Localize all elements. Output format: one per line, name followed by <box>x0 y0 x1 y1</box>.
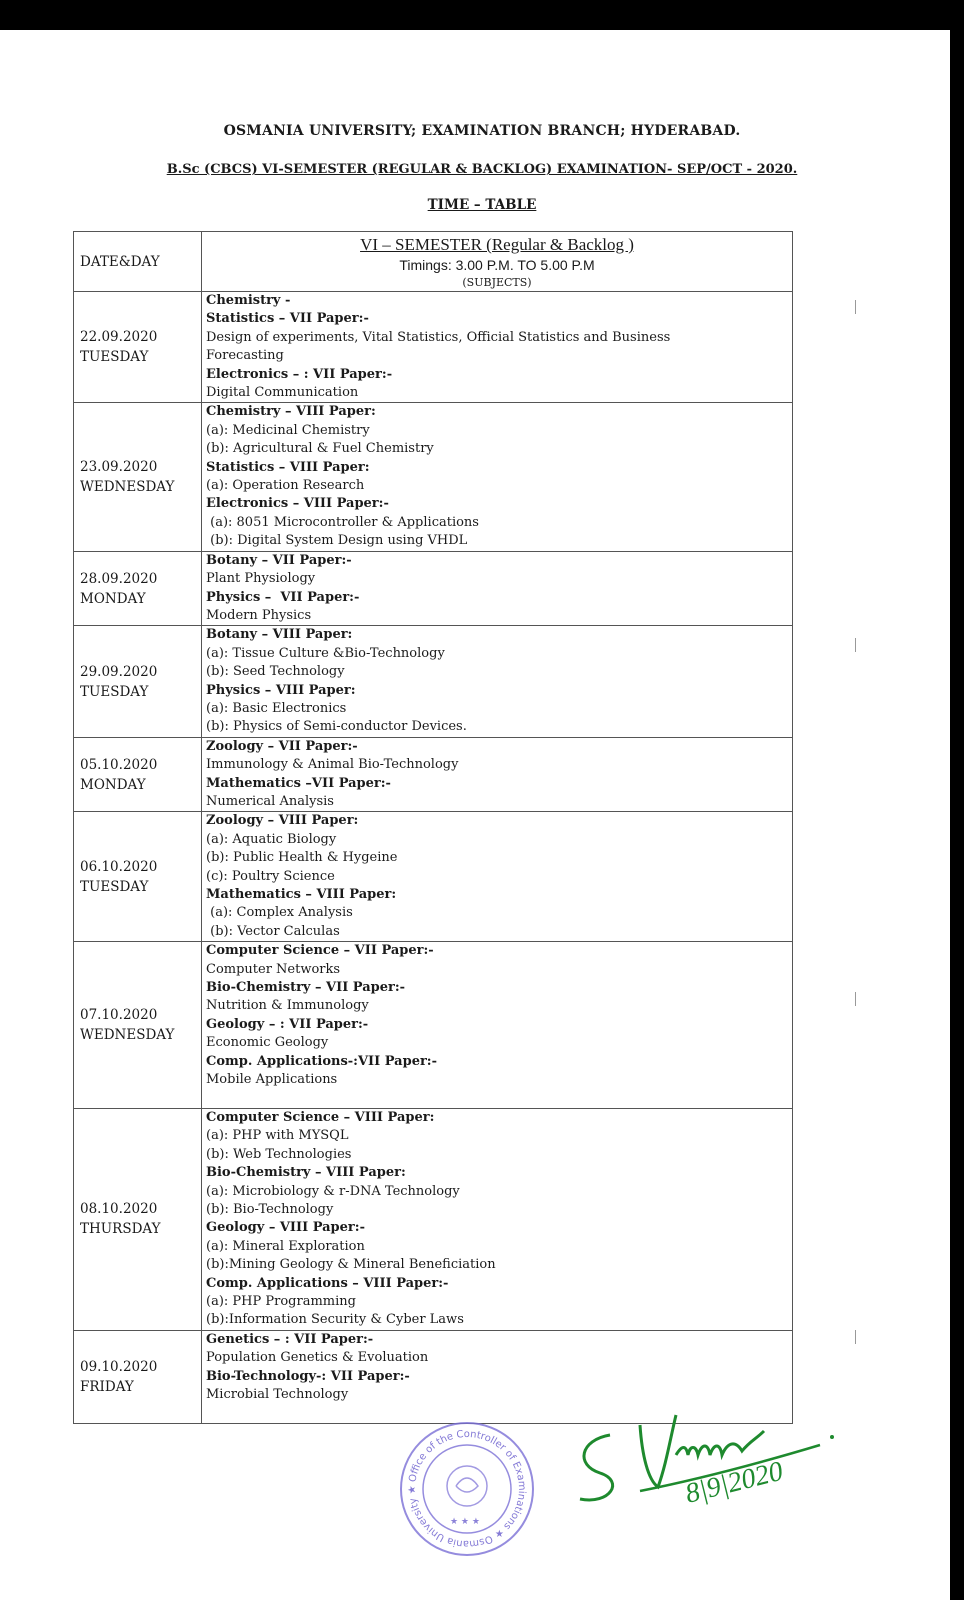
paper-heading: Chemistry - <box>206 293 291 308</box>
paper-title: (a): PHP Programming <box>206 1293 356 1309</box>
table-row <box>74 626 793 737</box>
timings: Timings: 3.00 P.M. TO 5.00 P.M <box>399 257 595 273</box>
paper-title <box>206 1089 788 1107</box>
exam-day: FRIDAY <box>80 1378 134 1395</box>
paper-title: (a): PHP with MYSQL <box>206 1128 349 1144</box>
paper-title: (b): Web Technologies <box>206 1146 352 1162</box>
subjects-cell <box>202 942 793 1109</box>
table-row <box>74 812 793 942</box>
paper-title: Forecasting <box>206 348 284 364</box>
exam-day: TUESDAY <box>80 878 149 895</box>
table-row <box>74 292 793 403</box>
paper-title: Digital Communication <box>206 385 359 401</box>
table-row <box>74 403 793 551</box>
paper-title: Microbial Technology <box>206 1386 349 1402</box>
paper-heading: Computer Science – VIII Paper: <box>206 1109 435 1125</box>
office-seal-stamp <box>398 1420 536 1558</box>
timetable <box>73 231 793 1424</box>
paper-heading: Zoology – VII Paper:- <box>206 738 358 754</box>
paper-title: (a): Operation Research <box>206 478 365 494</box>
date-cell <box>74 403 202 551</box>
paper-heading: Bio-Chemistry – VIII Paper: <box>206 1165 406 1181</box>
exam-heading: B.Sc (CBCS) VI-SEMESTER (REGULAR & BACKLOG) EXAMINATION- SEP/OCT - 2020. <box>166 162 798 177</box>
subjects-cell <box>202 1108 793 1330</box>
paper-heading: Geology – VIII Paper:- <box>206 1220 365 1236</box>
top-black-bar <box>0 0 964 30</box>
paper-title: (a): Microbiology & r-DNA Technology <box>206 1183 460 1199</box>
exam-date: 06.10.2020 <box>80 858 158 875</box>
paper-heading: Chemistry – VIII Paper: <box>206 404 376 420</box>
paper-title: Plant Physiology <box>206 571 316 587</box>
table-row <box>74 551 793 626</box>
exam-date: 07.10.2020 <box>80 1007 158 1024</box>
margin-mark <box>855 638 856 652</box>
signature-date: 8|9|2020 <box>682 1455 787 1510</box>
signature <box>570 1395 850 1515</box>
paper-title: (b):Mining Geology & Mineral Beneficiation <box>206 1257 496 1273</box>
subjects-cell <box>202 812 793 942</box>
date-column-header: DATE&DAY <box>74 232 202 292</box>
paper-heading: Bio-Chemistry – VII Paper:- <box>206 980 406 996</box>
paper-title: Economic Geology <box>206 1035 329 1051</box>
paper-title: Modern Physics <box>206 607 312 623</box>
paper-heading: Comp. Applications – VIII Paper:- <box>206 1275 449 1291</box>
paper-title: (b): Bio-Technology <box>206 1201 334 1217</box>
paper-title: (a): 8051 Microcontroller & Applications <box>206 514 479 530</box>
paper-heading: Botany – VII Paper:- <box>206 552 352 568</box>
paper-title: Immunology & Animal Bio-Technology <box>206 757 459 773</box>
paper-heading: Computer Science – VII Paper:- <box>206 943 434 959</box>
paper-title: (b): Seed Technology <box>206 664 345 680</box>
exam-date: 29.09.2020 <box>80 663 158 680</box>
exam-day: WEDNESDAY <box>80 1027 175 1044</box>
exam-day: THURSDAY <box>80 1221 161 1238</box>
exam-date: 05.10.2020 <box>80 756 158 773</box>
subjects-cell <box>202 292 793 403</box>
paper-heading: Comp. Applications-:VII Paper:- <box>206 1053 438 1069</box>
paper-title: (a): Mineral Exploration <box>206 1238 365 1254</box>
paper-heading: Mathematics – VIII Paper: <box>206 887 397 902</box>
paper-heading: Physics – VIII Paper: <box>206 682 356 698</box>
paper-heading: Statistics – VII Paper:- <box>206 311 369 327</box>
table-header-row <box>74 232 793 292</box>
exam-date: 28.09.2020 <box>80 570 158 587</box>
subjects-cell <box>202 626 793 737</box>
date-cell <box>74 1108 202 1330</box>
paper-title: Design of experiments, Vital Statistics, Official Statistics and Business <box>206 329 671 345</box>
subjects-column-header <box>202 232 793 292</box>
paper-title: (b): Digital System Design using VHDL <box>206 533 468 549</box>
subjects-cell <box>202 737 793 812</box>
date-cell <box>74 737 202 812</box>
paper-title: (a): Medicinal Chemistry <box>206 422 370 438</box>
margin-mark <box>855 300 856 314</box>
paper-title: (b): Agricultural & Fuel Chemistry <box>206 441 434 457</box>
exam-day: MONDAY <box>80 776 146 793</box>
subjects-label: (SUBJECTS) <box>462 276 532 289</box>
paper-title: Mobile Applications <box>206 1072 338 1088</box>
timetable-heading: TIME – TABLE <box>427 197 537 213</box>
university-heading: OSMANIA UNIVERSITY; EXAMINATION BRANCH; HYDERABAD. <box>223 123 741 139</box>
exam-day: MONDAY <box>80 590 146 607</box>
paper-heading: Botany – VIII Paper: <box>206 627 353 643</box>
exam-date: 09.10.2020 <box>80 1358 158 1375</box>
paper-title: Population Genetics & Evoluation <box>206 1350 429 1366</box>
date-cell <box>74 292 202 403</box>
paper-heading: Electronics – VIII Paper:- <box>206 496 389 512</box>
svg-text:★ ★ ★: ★ ★ ★ <box>450 1517 480 1527</box>
margin-mark <box>855 1330 856 1344</box>
paper-title: (b): Vector Calculas <box>206 923 340 939</box>
paper-heading: Genetics – : VII Paper:- <box>206 1331 374 1347</box>
date-cell <box>74 551 202 626</box>
paper-heading: Statistics – VIII Paper: <box>206 459 370 475</box>
semester-heading: VI – SEMESTER (Regular & Backlog ) <box>360 235 634 254</box>
exam-date: 08.10.2020 <box>80 1201 158 1218</box>
paper-title: (a): Aquatic Biology <box>206 831 337 847</box>
paper-title: Computer Networks <box>206 961 341 977</box>
exam-day: TUESDAY <box>80 349 149 366</box>
exam-date: 22.09.2020 <box>80 329 158 346</box>
exam-day: TUESDAY <box>80 683 149 700</box>
paper-title: (b):Information Security & Cyber Laws <box>206 1312 464 1328</box>
paper-title: (a): Tissue Culture &Bio-Technology <box>206 645 445 661</box>
paper-title: (a): Complex Analysis <box>206 905 353 921</box>
paper-title: Nutrition & Immunology <box>206 998 369 1014</box>
table-row <box>74 1108 793 1330</box>
paper-heading: Zoology – VIII Paper: <box>206 813 359 829</box>
exam-date: 23.09.2020 <box>80 459 158 476</box>
date-cell <box>74 812 202 942</box>
paper-heading: Mathematics –VII Paper:- <box>206 775 391 791</box>
paper-heading: Bio-Technology-: VII Paper:- <box>206 1368 410 1384</box>
exam-day: WEDNESDAY <box>80 479 175 496</box>
paper-heading: Geology – : VII Paper:- <box>206 1016 369 1032</box>
margin-mark <box>855 992 856 1006</box>
paper-heading: Electronics – : VII Paper:- <box>206 366 393 382</box>
paper-title: (b): Physics of Semi-conductor Devices. <box>206 719 467 735</box>
subjects-cell <box>202 403 793 551</box>
right-black-bar <box>950 0 964 1600</box>
table-row <box>74 737 793 812</box>
subjects-cell <box>202 551 793 626</box>
date-cell <box>74 626 202 737</box>
date-cell <box>74 1330 202 1423</box>
svg-text:Office of the Controller of Ex: Office of the Controller of Examinations ★ Osmania University ★ <box>406 1428 528 1550</box>
paper-heading: Physics – VII Paper:- <box>206 589 360 605</box>
paper-title: (b): Public Health & Hygeine <box>206 850 398 866</box>
table-row <box>74 942 793 1109</box>
date-cell <box>74 942 202 1109</box>
paper-title: (c): Poultry Science <box>206 868 335 884</box>
paper-title: Numerical Analysis <box>206 793 334 809</box>
paper-title: (a): Basic Electronics <box>206 700 347 716</box>
